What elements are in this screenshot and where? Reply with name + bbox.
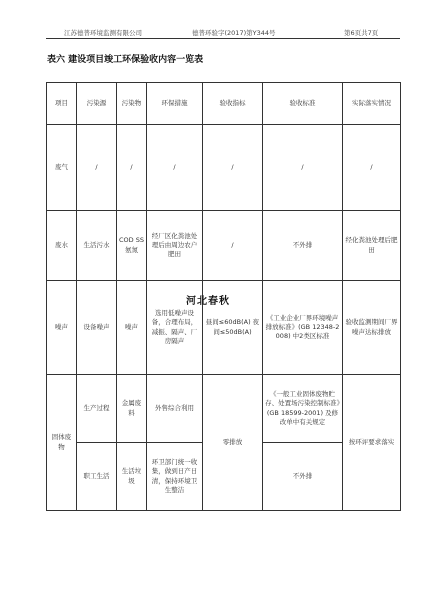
table-cell: 按环评要求落实	[343, 375, 401, 511]
company-stamp: 河北春秋	[186, 296, 230, 307]
header-cell: 实际落实情况	[343, 83, 401, 125]
table-cell: 经化粪池处理后肥田	[343, 211, 401, 281]
table-title: 表六 建设项目竣工环保验收内容一览表	[47, 55, 204, 65]
header-cell: 验收指标	[203, 83, 263, 125]
table-cell: 选用低噪声设备，合理布局，减振、隔声、厂房隔声	[147, 281, 203, 375]
header-cell: 验收标准	[263, 83, 343, 125]
row-category: 废水	[47, 211, 77, 281]
table-cell: 生产过程	[77, 375, 117, 443]
table-cell: 经厂区化粪池处理后由周边农户肥田	[147, 211, 203, 281]
table-cell: /	[203, 211, 263, 281]
table-cell: 职工生活	[77, 443, 117, 511]
table-cell: 噪声	[117, 281, 147, 375]
table-cell: 昼间≤60dB(A) 夜间≤50dB(A)	[203, 281, 263, 375]
table-cell: 零排放	[203, 375, 263, 511]
header-cell: 污染物	[117, 83, 147, 125]
table-cell: 不外排	[263, 211, 343, 281]
table-cell: 设备噪声	[77, 281, 117, 375]
table-cell: /	[117, 125, 147, 211]
table-cell: COD SS 氨氮	[117, 211, 147, 281]
table-header-row	[47, 83, 401, 125]
page-header	[46, 26, 400, 39]
table-cell: 不外排	[263, 443, 343, 511]
table-row	[47, 211, 401, 281]
header-cell: 项目	[47, 83, 77, 125]
row-category: 噪声	[47, 281, 77, 375]
header-cell: 污染源	[77, 83, 117, 125]
table-cell: 《工业企业厂界环境噪声排放标准》(GB 12348-2008) 中2类区标准	[263, 281, 343, 375]
table-cell: 金属废料	[117, 375, 147, 443]
header-page: 第6页共7页	[344, 29, 379, 37]
row-category: 固体废物	[47, 375, 77, 511]
table-row	[47, 125, 401, 211]
row-category: 废气	[47, 125, 77, 211]
table-cell: 生活污水	[77, 211, 117, 281]
table-cell: 外售综合利用	[147, 375, 203, 443]
table-cell: 环卫部门统一收集，做到日产日清，保持环境卫生整洁	[147, 443, 203, 511]
header-report-no: 德普环验字(2017)第Y344号	[192, 29, 276, 37]
table-cell: 《一般工业固体废物贮存、处置场污染控制标准》(GB 18599-2001) 及修改单中有关规定	[263, 375, 343, 443]
table-cell: 验收监测期间厂界噪声达标排放	[343, 281, 401, 375]
table-cell: /	[343, 125, 401, 211]
table-cell: /	[147, 125, 203, 211]
header-cell: 环保措施	[147, 83, 203, 125]
table-cell: 生活垃圾	[117, 443, 147, 511]
table-cell: /	[77, 125, 117, 211]
header-company: 江苏德普环境监测有限公司	[64, 29, 142, 37]
table-cell: /	[203, 125, 263, 211]
table-row	[47, 375, 401, 443]
table-cell: /	[263, 125, 343, 211]
